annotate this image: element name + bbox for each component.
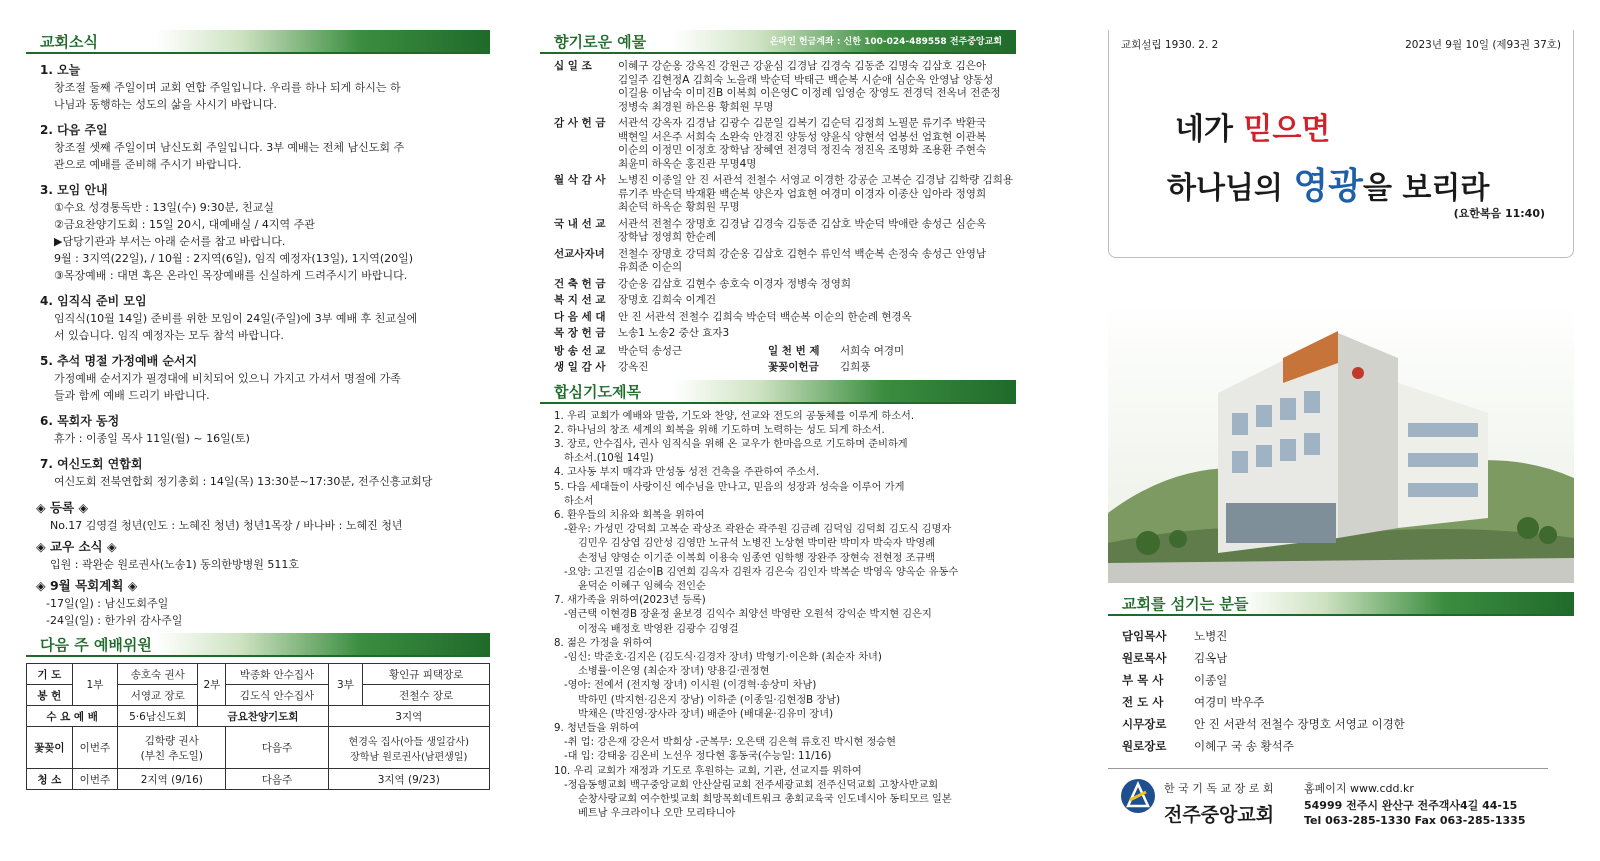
prayer-line: 손정님 양영순 이기준 이복희 이용숙 임종연 임학행 장완주 장현숙 전현정 조규백 (578, 552, 936, 564)
theme-verse (1167, 102, 1489, 217)
offering-names: 서희숙 여경미 (840, 344, 905, 357)
table-cell: 김도식 안수집사 (226, 685, 328, 706)
table-cell: 3지역 (9/23) (328, 769, 489, 790)
prayer-line: 4. 고사동 부지 매각과 만성동 성전 건축을 주관하여 주소서. (554, 467, 820, 479)
plan-title: ◈ 9월 목회계획 ◈ (36, 578, 138, 593)
table-cell: 청 소 (27, 769, 73, 790)
table-cell: 다음주 (226, 727, 328, 769)
staff-names: 여경미 박우주 (1194, 695, 1265, 709)
table-cell: 서영교 장로 (118, 685, 198, 706)
phone-fax: Tel 063-285-1330 Fax 063-285-1335 (1304, 814, 1526, 827)
next-week-header (26, 633, 490, 657)
staff-names: 김옥남 (1194, 651, 1228, 665)
offering-title: 향기로운 예물 (554, 33, 647, 51)
offering-label: 방 송 선 교 (554, 344, 606, 357)
news-line: 가정예배 순서지가 필경대에 비치되어 있으니 가지고 가셔서 명절에 가족 (54, 372, 401, 385)
news-body (40, 79, 490, 113)
news-line: 휴가 : 이종일 목사 11일(월) ~ 16일(토) (54, 432, 250, 445)
prayer-line: -염근택 이현경B 장윤정 윤보경 김익수 최양선 박영란 오원석 강익순 박지현 김은지 (564, 609, 932, 621)
plan-line: -24일(일) : 한가위 감사주일 (46, 614, 183, 627)
news-item (40, 122, 490, 173)
news-body (40, 473, 490, 490)
established-date: 교회설립 1930. 2. 2 (1121, 39, 1219, 51)
offering-row (554, 248, 1016, 275)
offering-column (540, 0, 1016, 861)
homepage: 홈페이지 www.cdd.kr (1304, 782, 1414, 795)
register-line: No.17 김영걸 청년(인도 : 노혜진 청년) 청년1목장 / 바나바 : 노혜진 청년 (50, 519, 403, 532)
offering-header (540, 30, 1016, 54)
church-building-image (1108, 303, 1574, 583)
table-cell: 꽃꽂이 (27, 727, 73, 769)
prayer-line: -요양: 고진열 김순이B 김연희 김옥자 김원자 김은숙 김인자 박복순 박영옥 양옥순 유동수 (564, 566, 959, 578)
church-news-title: 교회소식 (40, 33, 98, 51)
news-line: 여신도회 전북연합회 정기총회 : 14일(목) 13:30분~17:30분, 전주신흥교회당 (54, 475, 433, 488)
offering-label: 건 축 헌 금 (554, 277, 606, 290)
news-body (40, 199, 490, 284)
offering-row (554, 360, 1016, 374)
news-list (26, 54, 490, 490)
news-item (40, 413, 490, 447)
offering-label: 선교사자녀 (554, 247, 605, 260)
staff-row (1122, 669, 1405, 691)
prayer-line: 베트남 우크라이나 오만 모리타니아 (578, 808, 736, 820)
offering-row (554, 294, 1016, 308)
prayer-line: 박하민 (박지현·김은지 장남) 이하준 (이종일·김현정B 장남) (578, 694, 841, 706)
table-cell: 기 도 (27, 664, 73, 685)
prayer-line: -영아: 전예서 (전지형 장녀) 이시원 (이경혁·송상미 차남) (564, 680, 817, 692)
prayer-line: 1. 우리 교회가 예배와 말씀, 기도와 찬양, 선교와 전도의 공동체를 이루게 하소서. (554, 410, 915, 422)
offering-names: 노송1 노송2 중산 효자3 (618, 327, 730, 339)
prayer-line: 하소서 (564, 495, 594, 507)
verse-reference: (요한복음 11:40) (1453, 207, 1545, 220)
staff-label: 시무장로 (1122, 717, 1167, 731)
flower-next-week-2: 장학남 원로권사(남편생일) (350, 751, 468, 763)
verse-part: 믿으면 (1243, 112, 1331, 147)
offering-names: 강순옹 김삼호 김현수 송호숙 이경자 정병숙 정영희 (618, 277, 852, 290)
news-line: ▶담당기관과 부서는 아래 순서를 참고 바랍니다. (54, 235, 286, 248)
offering-names: 강옥진 (618, 360, 649, 373)
news-title: 2. 다음 주일 (40, 123, 108, 137)
news-line: 창조절 셋째 주일이며 남신도회 주일입니다. 3부 예배는 전체 남신도회 주 (54, 141, 405, 154)
table-cell: 이번주 (72, 727, 118, 769)
staff-row (1122, 735, 1405, 757)
address: 54999 전주시 완산구 전주객사4길 44-15 (1304, 799, 1518, 812)
staff-label: 전 도 사 (1122, 695, 1164, 709)
news-line: ②금요찬양기도회 : 15일 20시, 대예배실 / 4지역 주관 (54, 218, 315, 231)
service-committee-table (26, 663, 490, 790)
news-item (40, 353, 490, 404)
offering-label: 월 삭 감 사 (554, 174, 606, 186)
offering-label: 일 천 번 제 (768, 344, 820, 357)
news-body (40, 430, 490, 447)
table-cell: 봉 헌 (27, 685, 73, 706)
table-cell: 금요찬양기도회 (198, 706, 328, 727)
flower-next-week-1: 현경옥 집사(아들 생일감사) (348, 736, 469, 748)
prayer-title: 합심기도제목 (554, 382, 641, 401)
table-cell: 박종화 안수집사 (226, 664, 328, 685)
offering-label: 목 장 헌 금 (554, 327, 606, 339)
table-cell (328, 727, 489, 769)
offering-label: 생 일 감 사 (554, 360, 606, 373)
offering-names: 서관석 전철수 장명호 김경남 김경숙 김동준 김삼호 박순덕 박애란 송성근 심순옥 장학남 정영희 한순례 (618, 217, 987, 243)
table-cell: 2부 (198, 664, 226, 706)
staff-list (1122, 625, 1405, 757)
church-news-header (26, 30, 490, 54)
news-line: 관으로 예배를 준비해 주시기 바랍니다. (54, 158, 242, 171)
staff-names: 안 진 서관석 전철수 장명호 서영교 이경한 (1194, 717, 1405, 731)
online-account: 온라인 헌금계좌 : 신한 100-024-489558 전주중앙교회 (769, 37, 1002, 47)
prayer-line: 윤덕순 이혜구 임혜숙 전인순 (578, 580, 706, 592)
news-item (40, 456, 490, 490)
flower-this-week-note: (부친 추도일) (140, 749, 203, 762)
offering-label: 꽃꽂이헌금 (768, 360, 819, 373)
cover-column (1108, 0, 1574, 861)
prayer-line: -환우: 가성민 강덕희 고복순 곽상조 곽완순 곽주원 김금례 김덕임 김덕희 김도식 김명자 (564, 524, 952, 536)
offering-names: 이혜구 강순옹 강옥진 강원근 강윤심 김경남 김경숙 김동준 김명숙 김삼호 김은아 김일주 김현정A 김희숙 노을래 박순덕 박태근 백순복 시순애 심순옥 안영남 양동성 이길용 이남숙 이미진B 이복희 이은영C 이정례 임영순 장영도 전경덕 전옥녀 전준정 정병숙 최경원 하은용 황희원 무명 (618, 60, 1001, 113)
prayer-line: -취 업: 강은재 강은서 박희상 -군복무: 오은택 김은혁 류호진 박시현 정승현 (564, 737, 896, 749)
news-line: 나님과 동행하는 성도의 삶을 사시기 바랍니다. (54, 98, 277, 111)
table-cell: 1부 (72, 664, 118, 706)
plan-line: -17일(일) : 남신도회주일 (46, 597, 169, 610)
prayer-line: 하소서.(10월 14일) (564, 453, 654, 465)
table-cell: 다음주 (226, 769, 328, 790)
offering-names: 장명호 김희숙 이계건 (618, 294, 716, 306)
prayer-list (540, 404, 1016, 822)
offering-label: 국 내 선 교 (554, 217, 606, 230)
issue-date: 2023년 9월 10일 (제93권 37호) (1405, 39, 1561, 51)
footer-divider (1108, 768, 1548, 769)
hospital-line: 입원 : 곽완순 원로권사(노송1) 동의한방병원 511호 (50, 558, 300, 571)
news-line: ③목장예배 : 대면 혹은 온라인 목장예배를 신실하게 드려주시기 바랍니다. (54, 269, 408, 282)
staff-label: 담임목사 (1122, 629, 1167, 643)
offering-names: 김희풍 (840, 360, 871, 373)
prayer-line: 이정옥 배정호 박영완 김광수 김영걸 (578, 623, 739, 635)
news-title: 5. 추석 명절 가정예배 순서지 (40, 354, 198, 368)
news-line: 9월 : 3지역(22일), / 10월 : 2지역(6일), 임직 예정자(13일), 1지역(20일) (54, 252, 414, 265)
staff-names: 노병진 (1194, 629, 1228, 643)
offering-row (554, 60, 1016, 114)
prayer-line: 박채은 (박진영·장사라 장녀) 배준아 (배대윤·김유미 장녀) (578, 708, 834, 720)
table-cell: 전철수 장로 (363, 685, 490, 706)
prayer-line: 6. 환우들의 치유와 회복을 위하여 (554, 509, 705, 521)
prayer-line: 9. 청년들을 위하여 (554, 722, 640, 734)
table-cell: 3부 (328, 664, 363, 706)
news-title: 3. 모임 안내 (40, 183, 108, 197)
table-cell: 2지역 (9/16) (118, 769, 226, 790)
offering-row (554, 117, 1016, 171)
offering-inline-list (540, 344, 1016, 374)
offering-row (554, 218, 1016, 245)
staff-label: 원로목사 (1122, 651, 1167, 665)
table-cell (118, 727, 226, 769)
prayer-line: 5. 다음 세대들이 사랑이신 예수님을 만나고, 믿음의 성장과 성숙을 이루어 가게 (554, 481, 905, 493)
offering-row (554, 311, 1016, 325)
register-title: ◈ 등록 ◈ (36, 500, 89, 515)
news-body (40, 139, 490, 173)
staff-row (1122, 625, 1405, 647)
prayer-line: 순창사랑교회 여수한빛교회 희망목회네트워크 총회교육국 인도네시아 동티모르 일본 (578, 793, 952, 805)
news-body (40, 310, 490, 344)
offering-row (554, 344, 1016, 358)
offering-names: 박순덕 송성근 (618, 344, 683, 357)
table-cell: 황인규 피택장로 (363, 664, 490, 685)
staff-label: 부 목 사 (1122, 673, 1164, 687)
staff-row (1122, 713, 1405, 735)
staff-title: 교회를 섬기는 분들 (1122, 595, 1249, 613)
offering-names: 전철수 장명호 강덕희 강순옹 김삼호 김현수 류인석 백순복 손정숙 송성근 안영남 유희준 이순의 (618, 247, 987, 273)
next-week-title: 다음 주 예배위원 (40, 636, 152, 654)
offering-row (554, 327, 1016, 341)
news-item (40, 293, 490, 344)
verse-part: 네가 (1175, 112, 1244, 147)
staff-row (1122, 647, 1405, 669)
staff-header (1108, 592, 1574, 616)
cover-box (1108, 30, 1574, 258)
news-title: 6. 목회자 동정 (40, 414, 120, 428)
offering-list (540, 54, 1016, 341)
offering-names: 노병진 이종일 안 진 서관석 전철수 서영교 이경한 강공순 고복순 김경남 김학량 김희용 류기주 박순덕 박재환 백순복 양은자 엄효현 여경미 이경자 이종산 임아라 정영희 최순덕 하옥순 황희원 무명 (618, 174, 1014, 213)
verse-part: 을 보리라 (1362, 171, 1490, 206)
offering-label: 감 사 헌 금 (554, 117, 606, 129)
news-title: 7. 여신도회 연합회 (40, 457, 143, 471)
prayer-line: 3. 장로, 안수집사, 권사 임직식을 위해 온 교우가 한마음으로 기도하며 준비하게 (554, 438, 908, 450)
news-title: 4. 임직식 준비 모임 (40, 294, 147, 308)
church-news-column (26, 0, 490, 861)
news-body (40, 370, 490, 404)
church-logo-icon (1120, 778, 1156, 814)
prayer-line: -임신: 박준호·김지은 (김도식·김경자 장녀) 박형기·이은화 (최순자 차녀) (564, 651, 882, 663)
offering-names: 안 진 서관석 전철수 김희숙 박순덕 백순복 이순의 한순례 현경옥 (618, 310, 912, 323)
news-title: 1. 오늘 (40, 63, 81, 77)
news-item (40, 62, 490, 113)
plan-lines (36, 595, 490, 629)
table-cell: 송호숙 권사 (118, 664, 198, 685)
prayer-line: 소병률·이은영 (최순자 장녀) 양용길·권정현 (578, 666, 770, 678)
staff-row (1122, 691, 1405, 713)
prayer-line: 7. 새가족을 위하여(2023년 등록) (554, 595, 706, 607)
offering-label: 다 음 세 대 (554, 310, 606, 323)
offering-label: 복 지 선 교 (554, 294, 606, 306)
denomination: 한 국 기 독 교 장 로 회 (1164, 782, 1274, 795)
table-cell: 이번주 (72, 769, 118, 790)
church-name: 전주중앙교회 (1164, 804, 1275, 826)
prayer-line: -정읍동행교회 백구중앙교회 안산살림교회 전주세광교회 전주신덕교회 고창사반교회 (564, 779, 939, 791)
staff-names: 이종일 (1194, 673, 1228, 687)
verse-part: 영광 (1293, 165, 1363, 207)
prayer-line: 10. 우리 교회가 재정과 기도로 후원하는 교회, 기관, 선교지를 위하여 (554, 765, 862, 777)
verse-part: 하나님의 (1167, 171, 1294, 206)
prayer-line: -대 입: 강태웅 김온비 노선우 정다현 홍동국(수능일: 11/16) (564, 751, 832, 763)
news-item (40, 182, 490, 284)
offering-label: 십 일 조 (554, 60, 592, 72)
hospital-title: ◈ 교우 소식 ◈ (36, 539, 117, 554)
news-line: ①수요 성경통독반 : 13일(수) 9:30분, 친교실 (54, 201, 274, 214)
offering-row (554, 174, 1016, 215)
table-cell: 3지역 (328, 706, 489, 727)
offering-names: 서관석 강옥자 김경남 김광수 김문일 김복기 김순덕 김정희 노필문 류기주 박환국 백현일 서은주 서희숙 소완숙 안경진 양동성 양윤식 양현석 엄봉선 엄효현 이관복 이순의 이정민 이정호 장학남 장혜연 전경덕 정진숙 정진옥 조명화 조용환 주현숙 최윤미 하옥순 홍진관 무명4명 (618, 117, 987, 170)
prayer-line: 김민우 김상엽 김안성 김영만 노규석 노병진 노상현 박미란 박미자 박숙자 박영례 (578, 538, 936, 550)
table-cell: 5·6남신도회 (118, 706, 198, 727)
prayer-line: 8. 젊은 가정을 위하여 (554, 637, 653, 649)
offering-row (554, 278, 1016, 292)
staff-names: 이혜구 국 송 황석주 (1194, 739, 1294, 753)
news-line: 서 있습니다. 임직 예정자는 모두 참석 바랍니다. (54, 329, 284, 342)
flower-this-week: 김학량 권사 (144, 734, 199, 747)
news-line: 임직식(10월 14일) 준비를 위한 모임이 24일(주일)에 3부 예배 후 친교실에 (54, 312, 418, 325)
news-line: 창조절 둘째 주일이며 교회 연합 주일입니다. 우리를 하나 되게 하시는 하 (54, 81, 401, 94)
prayer-line: 2. 하나님의 창조 세계의 회복을 위해 기도하며 노력하는 성도 되게 하소서. (554, 424, 885, 436)
table-cell: 수 요 예 배 (27, 706, 118, 727)
prayer-header (540, 380, 1016, 404)
staff-label: 원로장로 (1122, 739, 1167, 753)
news-line: 들과 함께 예배 드리기 바랍니다. (54, 389, 210, 402)
